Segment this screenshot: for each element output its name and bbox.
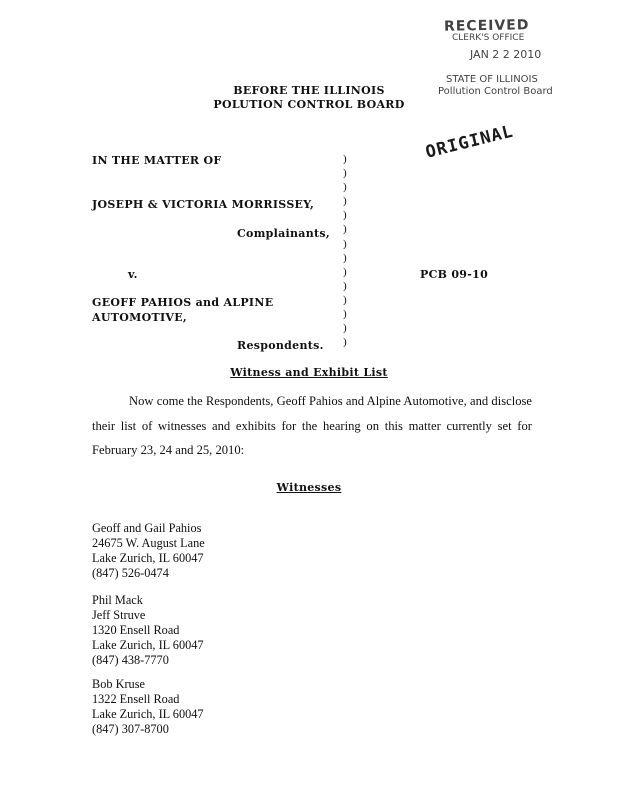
witness-line: 24675 W. August Lane <box>92 536 205 550</box>
caption-paren: ) <box>343 153 347 165</box>
respondents-label: Respondents. <box>237 339 324 352</box>
complainant-names: JOSEPH & VICTORIA MORRISSEY, <box>92 198 315 211</box>
in-the-matter-of: IN THE MATTER OF <box>92 154 222 167</box>
stamp-date: JAN 2 2 2010 <box>470 48 542 61</box>
caption-paren: ) <box>343 251 347 264</box>
caption-paren-column <box>343 152 353 349</box>
received-stamp: RECEIVED <box>443 17 530 35</box>
witness-line: (847) 438-7770 <box>92 653 169 667</box>
witness-line: Lake Zurich, IL 60047 <box>92 638 204 652</box>
caption-paren: ) <box>343 223 347 236</box>
caption-paren: ) <box>343 181 347 194</box>
witness-line: Bob Kruse <box>92 677 145 691</box>
witness-line: Phil Mack <box>92 593 143 607</box>
witness-line: 1320 Ensell Road <box>92 623 180 637</box>
versus-label: v. <box>128 268 138 281</box>
caption-paren: ) <box>343 195 347 208</box>
witness-block-mack-struve <box>92 593 204 668</box>
caption-paren: ) <box>343 336 347 349</box>
heading-line-2: POLUTION CONTROL BOARD <box>213 98 405 111</box>
witness-exhibit-list-title: Witness and Exhibit List <box>230 366 388 379</box>
stamp-board: Pollution Control Board <box>438 86 553 97</box>
intro-paragraph: Now come the Respondents, Geoff Pahios and Alpine Automotive, and disclose their list of witnesses and exhibits for the hearing on this matter currently set for February 23, 24 and 25, 2010: <box>92 394 532 457</box>
caption-paren: ) <box>343 167 347 180</box>
witness-block-kruse <box>92 677 204 737</box>
stamp-state: STATE OF ILLINOIS <box>446 74 538 85</box>
complainants-label: Complainants, <box>237 227 331 240</box>
witness-line: 1322 Ensell Road <box>92 692 180 706</box>
witness-line: Jeff Struve <box>92 608 146 622</box>
original-stamp: ORIGINAL <box>423 121 516 163</box>
caption-paren: ) <box>343 265 347 278</box>
caption-paren: ) <box>343 308 347 321</box>
witness-line: Lake Zurich, IL 60047 <box>92 707 204 721</box>
caption-paren: ) <box>343 322 347 335</box>
witnesses-heading: Witnesses <box>276 481 342 494</box>
respondent-line-2: AUTOMOTIVE, <box>92 311 188 324</box>
heading-line-1: BEFORE THE ILLINOIS <box>233 84 385 97</box>
caption-paren: ) <box>343 293 347 306</box>
respondent-line-1: GEOFF PAHIOS and ALPINE <box>92 296 274 309</box>
witness-line: Geoff and Gail Pahios <box>92 521 202 535</box>
caption-paren: ) <box>343 237 347 250</box>
caption-paren: ) <box>343 279 347 292</box>
witness-line: (847) 307-8700 <box>92 722 169 736</box>
witness-block-pahios <box>92 521 205 581</box>
case-number: PCB 09-10 <box>420 268 489 281</box>
caption-paren: ) <box>343 209 347 222</box>
clerks-office-stamp: CLERK'S OFFICE <box>452 33 525 43</box>
witness-line: Lake Zurich, IL 60047 <box>92 551 204 565</box>
witness-line: (847) 526-0474 <box>92 566 169 580</box>
